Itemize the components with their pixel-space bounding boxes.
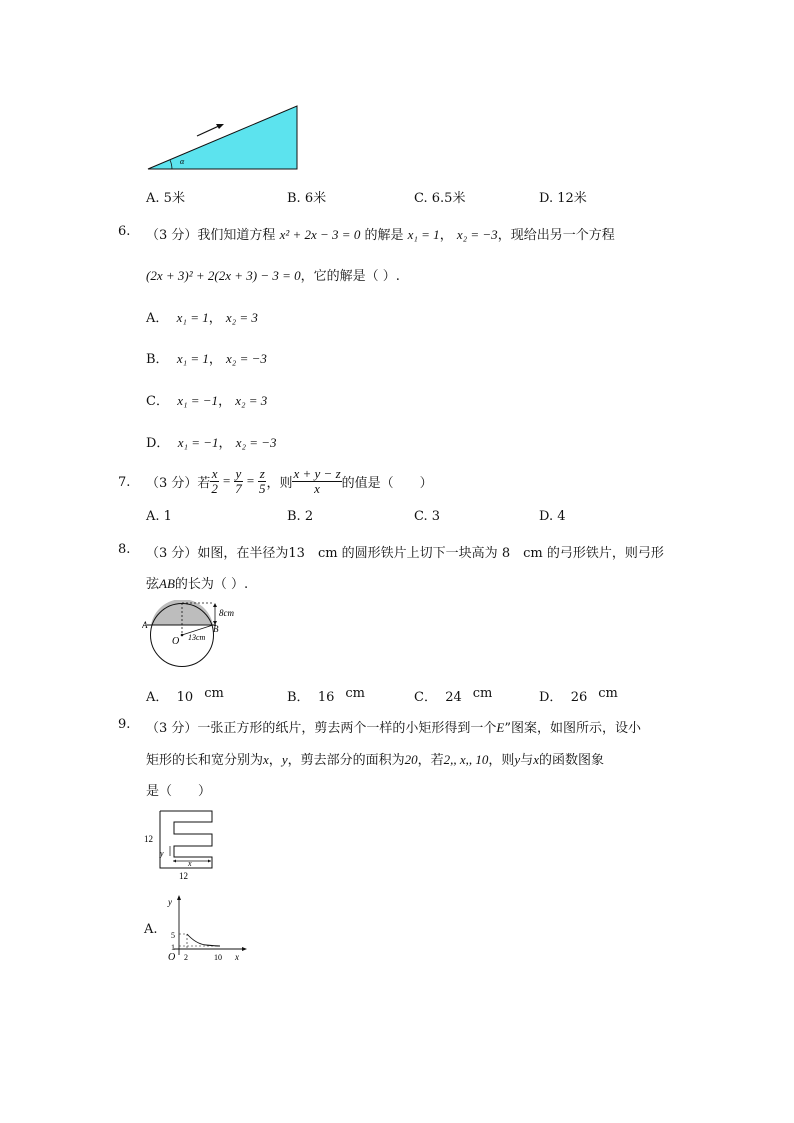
q7-option-d[interactable]: D. 4 bbox=[539, 509, 566, 524]
fraction-z-over-5: $\frac{z}{5}$ bbox=[258, 465, 266, 496]
svg-text:1: 1 bbox=[171, 943, 175, 952]
q7-option-b[interactable]: B. 2 bbox=[287, 509, 314, 524]
direction-arrow bbox=[197, 125, 221, 136]
q7-option-c[interactable]: C. 3 bbox=[414, 509, 441, 524]
label-b: B bbox=[213, 624, 219, 634]
e-shape-outline bbox=[160, 811, 212, 868]
label-13cm: 13cm bbox=[188, 633, 206, 642]
side-left-12: 12 bbox=[144, 834, 153, 844]
side-bottom-12: 12 bbox=[179, 871, 188, 881]
q8-option-d[interactable]: D． 26 cm bbox=[539, 686, 618, 705]
incline-diagram bbox=[140, 100, 305, 175]
q6-option-d[interactable]: D． x₁ = −1， x₂ = −3 bbox=[146, 435, 277, 451]
q6-stem-line1: （3 分）我们知道方程 x² + 2x − 3 = 0 的解是 x₁ = 1， x₂ = −3，现给出另一个方程 bbox=[146, 227, 615, 243]
q6-option-b[interactable]: B． x₁ = 1， x₂ = −3 bbox=[146, 351, 267, 367]
fraction-x-over-2: $\frac{x}{2}$ bbox=[211, 465, 218, 496]
label-x-dim: x bbox=[188, 859, 192, 868]
q6-number: 6. bbox=[118, 224, 131, 239]
q8-option-b[interactable]: B． 16 cm bbox=[287, 686, 365, 705]
q9-number: 9. bbox=[118, 717, 131, 732]
q5-option-d[interactable]: D. 12米 bbox=[539, 191, 587, 206]
label-8cm: 8cm bbox=[219, 608, 234, 618]
svg-text:x: x bbox=[235, 952, 239, 962]
q8-stem-line2: 弦AB的长为（ ）. bbox=[146, 576, 249, 592]
circle-segment-diagram bbox=[142, 600, 242, 672]
q6-equation1: x² + 2x − 3 = 0 bbox=[279, 227, 361, 242]
q9-stem-line2: 矩形的长和宽分别为x，y，剪去部分的面积为20，若2,, x,, 10，则y与x的函数图象 bbox=[146, 752, 605, 768]
label-o: O bbox=[172, 636, 180, 647]
fraction-expression: $\frac{x + y - z}{x}$ bbox=[293, 465, 341, 496]
q9-stem-line3: 是（ ） bbox=[146, 784, 212, 799]
label-y-dim: y bbox=[160, 849, 164, 858]
svg-text:5: 5 bbox=[171, 931, 175, 940]
fraction-y-over-7: $\frac{y}{7}$ bbox=[235, 465, 242, 496]
q5-option-a[interactable]: A. 5米 bbox=[146, 191, 185, 206]
q6-equation2: (2x + 3)² + 2(2x + 3) − 3 = 0 bbox=[146, 268, 301, 283]
svg-text:10: 10 bbox=[214, 953, 222, 962]
q6-option-c[interactable]: C． x₁ = −1， x₂ = 3 bbox=[146, 393, 268, 409]
q8-option-a[interactable]: A． 10 cm bbox=[146, 686, 224, 705]
svg-text:y: y bbox=[168, 897, 172, 907]
q8-option-c[interactable]: C． 24 cm bbox=[414, 686, 493, 705]
q8-stem-line1: （3 分）如图，在半径为13 cm 的圆形铁片上切下一块高为 8 cm 的弓形铁片，则弓形 bbox=[146, 546, 664, 561]
q6-option-a[interactable]: A． x₁ = 1， x₂ = 3 bbox=[146, 310, 258, 326]
q7-number: 7. bbox=[118, 475, 131, 490]
option-a-graph bbox=[162, 894, 252, 966]
q7-option-a[interactable]: A. 1 bbox=[146, 509, 172, 524]
q8-number: 8. bbox=[118, 542, 131, 557]
q5-option-b[interactable]: B. 6米 bbox=[287, 191, 327, 206]
angle-label: α bbox=[180, 157, 185, 166]
q6-stem-line2: (2x + 3)² + 2(2x + 3) − 3 = 0，它的解是（ ）. bbox=[146, 268, 400, 284]
q9-stem-line1: （3 分）一张正方形的纸片，剪去两个一样的小矩形得到一个E”图案，如图所示，设小 bbox=[146, 720, 642, 736]
graph-curve bbox=[187, 934, 220, 946]
svg-text:O: O bbox=[168, 952, 176, 963]
svg-text:2: 2 bbox=[184, 953, 188, 962]
q5-option-c[interactable]: C. 6.5米 bbox=[414, 191, 466, 206]
e-shape-figure bbox=[140, 808, 220, 882]
q9-option-a-letter[interactable]: A. bbox=[144, 922, 158, 937]
q7-stem: （3 分）若 $\frac{x}{2}$ = $\frac{y}{7}$ = $\frac{z}{5}$ ，则 $\frac{x + y - z}{x}$ 的值是（ ） bbox=[146, 465, 433, 496]
incline-triangle bbox=[148, 106, 297, 169]
label-a: A bbox=[142, 620, 148, 630]
